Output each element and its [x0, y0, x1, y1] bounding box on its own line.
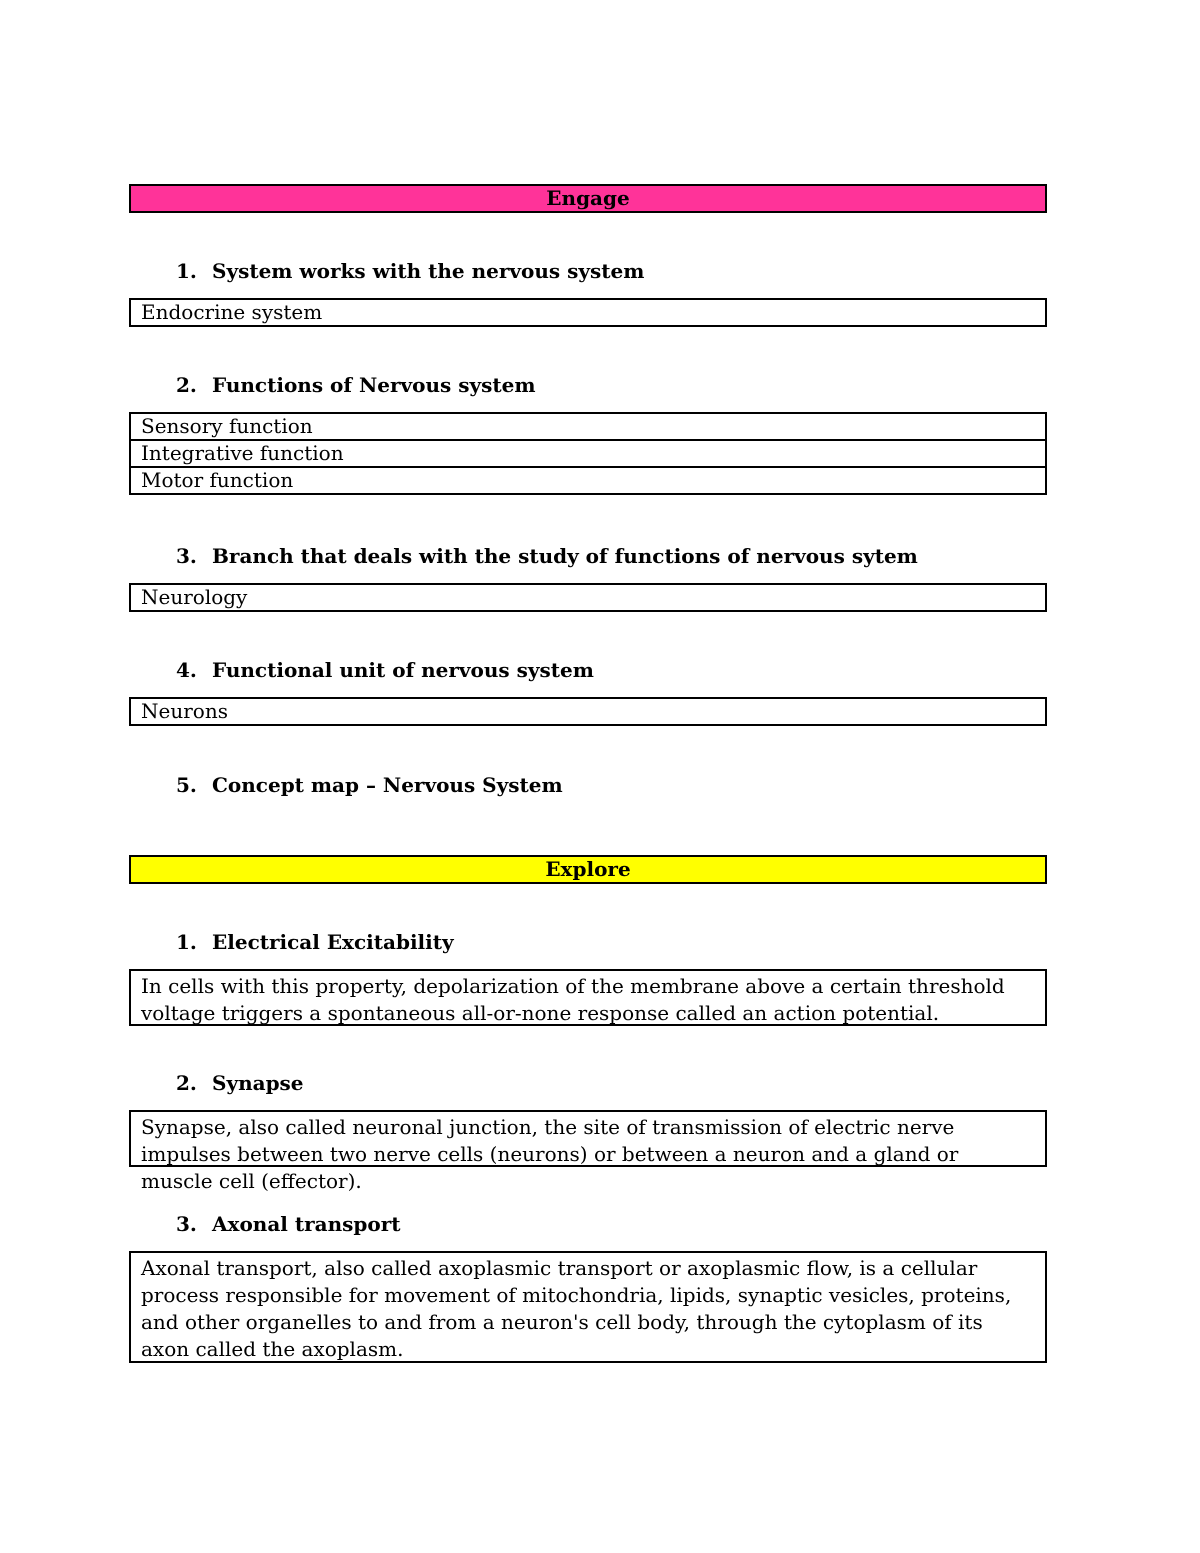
question-number: 2. [176, 1071, 197, 1095]
answer-text: In cells with this property, depolarization of the membrane above a certain threshold voltage triggers a spontaneous all-or-none response called an action potential. [141, 974, 1005, 1025]
question-text: Synapse [212, 1071, 304, 1095]
engage-answer-box-2 [129, 412, 1047, 495]
engage-section-header: Engage [129, 184, 1047, 213]
question-text: Functions of Nervous system [212, 373, 536, 397]
engage-question-1 [176, 259, 644, 283]
answer-row: Endocrine system [141, 300, 323, 324]
question-number: 1. [176, 930, 197, 954]
explore-answer-box-2 [129, 1110, 1047, 1193]
answer-row: Motor function [131, 466, 1045, 493]
engage-question-5 [176, 773, 563, 797]
question-text: Concept map – Nervous System [212, 773, 563, 797]
answer-text: Axonal transport, also called axoplasmic transport or axoplasmic flow, is a cellular process responsible for movement of mitochondria, lipids, synaptic vesicles, proteins, and other organelles to and from a neuron's cell body, through the cytoplasm of its axon called the axoplasm. [141, 1256, 1012, 1361]
answer-row: Sensory function [141, 414, 313, 438]
engage-question-3 [176, 544, 918, 568]
question-text: Axonal transport [212, 1212, 401, 1236]
question-text: System works with the nervous system [212, 259, 645, 283]
question-number: 2. [176, 373, 197, 397]
engage-question-4 [176, 658, 594, 682]
question-number: 3. [176, 1212, 197, 1236]
engage-answer-box-4 [129, 697, 1047, 726]
explore-answer-box-1 [129, 969, 1047, 1026]
answer-row: Integrative function [131, 439, 1045, 466]
answer-text: Synapse, also called neuronal junction, the site of transmission of electric nerve impulses between two nerve cells (neurons) or between a neuron and a gland or muscle cell (effector). [141, 1115, 959, 1193]
engage-answer-box-3 [129, 583, 1047, 612]
question-number: 3. [176, 544, 197, 568]
explore-question-3 [176, 1212, 400, 1236]
engage-answer-box-1 [129, 298, 1047, 327]
answer-row: Neurology [141, 585, 248, 609]
question-number: 1. [176, 259, 197, 283]
explore-section-header: Explore [129, 855, 1047, 884]
question-text: Electrical Excitability [212, 930, 454, 954]
explore-answer-box-3 [129, 1251, 1047, 1363]
question-text: Branch that deals with the study of functions of nervous sytem [212, 544, 918, 568]
question-number: 5. [176, 773, 197, 797]
explore-question-1 [176, 930, 454, 954]
question-text: Functional unit of nervous system [212, 658, 594, 682]
answer-row: Neurons [141, 699, 228, 723]
engage-question-2 [176, 373, 536, 397]
question-number: 4. [176, 658, 197, 682]
explore-question-2 [176, 1071, 304, 1095]
